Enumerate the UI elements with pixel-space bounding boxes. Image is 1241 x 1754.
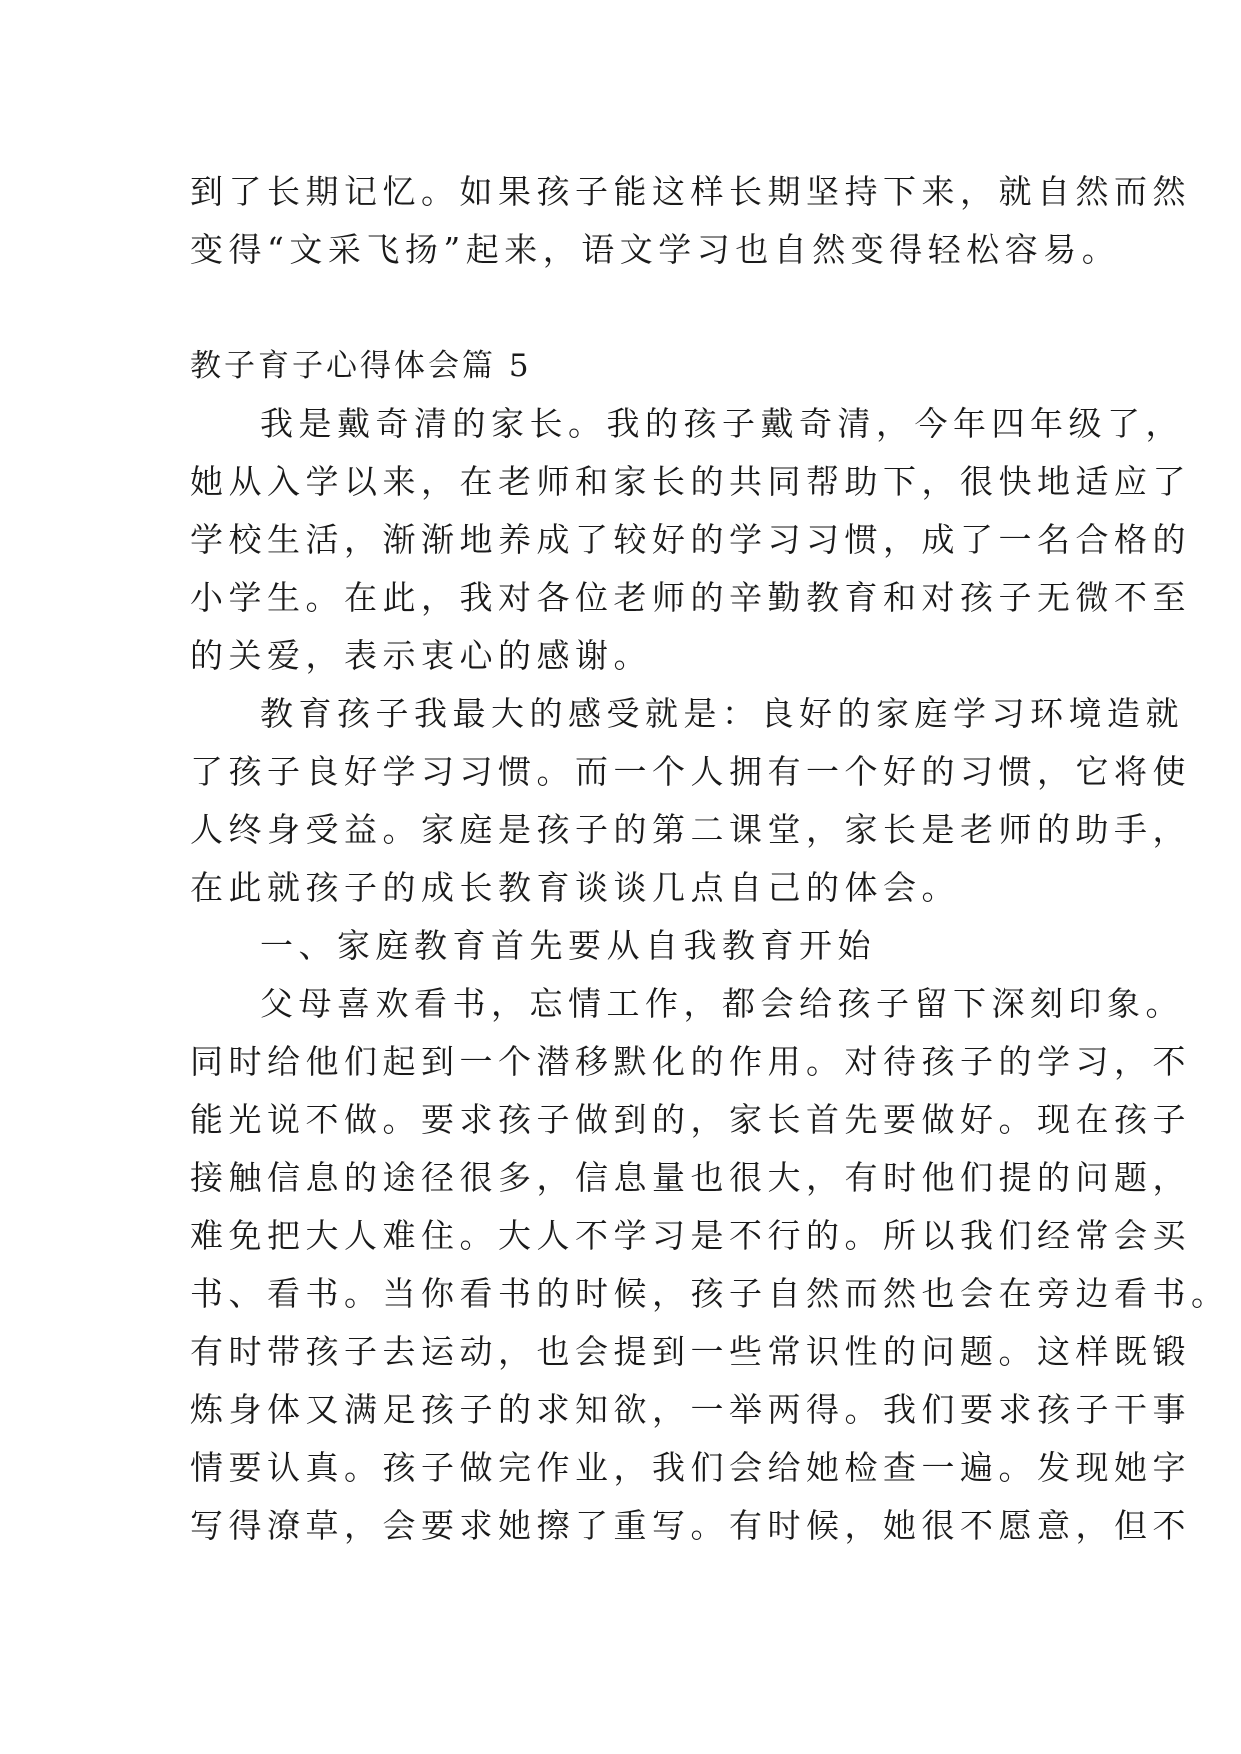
text-line: 书、看书。当你看书的时候，孩子自然而然也会在旁边看书。 [190,1274,1230,1313]
text-line: 学校生活，渐渐地养成了较好的学习习惯，成了一名合格的 [190,520,1191,559]
text-line: 能光说不做。要求孩子做到的，家长首先要做好。现在孩子 [190,1100,1191,1139]
text-line: 写得潦草，会要求她擦了重写。有时候，她很不愿意，但不 [190,1506,1191,1545]
subheading: 一、家庭教育首先要从自我教育开始 [260,926,876,965]
text-line: 接触信息的途径很多，信息量也很大，有时他们提的问题， [190,1158,1191,1197]
text-line: 人终身受益。家庭是孩子的第二课堂，家长是老师的助手， [190,810,1191,849]
text-line: 情要认真。孩子做完作业，我们会给她检查一遍。发现她字 [190,1448,1191,1487]
text-line: 了孩子良好学习习惯。而一个人拥有一个好的习惯，它将使 [190,752,1191,791]
paragraph-gap [190,279,1070,337]
text-line: 变得“文采飞扬”起来，语文学习也自然变得轻松容易。 [190,230,1121,269]
text-line: 的关爱，表示衷心的感谢。 [190,636,652,675]
text-line: 父母喜欢看书，忘情工作，都会给孩子留下深刻印象。 [260,984,1184,1023]
text-line: 教育孩子我最大的感受就是：良好的家庭学习环境造就 [260,694,1184,733]
text-line: 炼身体又满足孩子的求知欲，一举两得。我们要求孩子干事 [190,1390,1191,1429]
text-line: 小学生。在此，我对各位老师的辛勤教育和对孩子无微不至 [190,578,1191,617]
text-line: 在此就孩子的成长教育谈谈几点自己的体会。 [190,868,960,907]
text-line: 到了长期记忆。如果孩子能这样长期坚持下来，就自然而然 [190,172,1191,211]
text-line: 同时给他们起到一个潜移默化的作用。对待孩子的学习，不 [190,1042,1191,1081]
section-title: 教子育子心得体会篇 5 [190,348,532,384]
document-body [190,163,1230,1555]
text-line: 难免把大人难住。大人不学习是不行的。所以我们经常会买 [190,1216,1191,1255]
text-line: 我是戴奇清的家长。我的孩子戴奇清，今年四年级了， [260,404,1184,443]
text-line: 她从入学以来，在老师和家长的共同帮助下，很快地适应了 [190,462,1191,501]
text-line: 有时带孩子去运动，也会提到一些常识性的问题。这样既锻 [190,1332,1191,1371]
